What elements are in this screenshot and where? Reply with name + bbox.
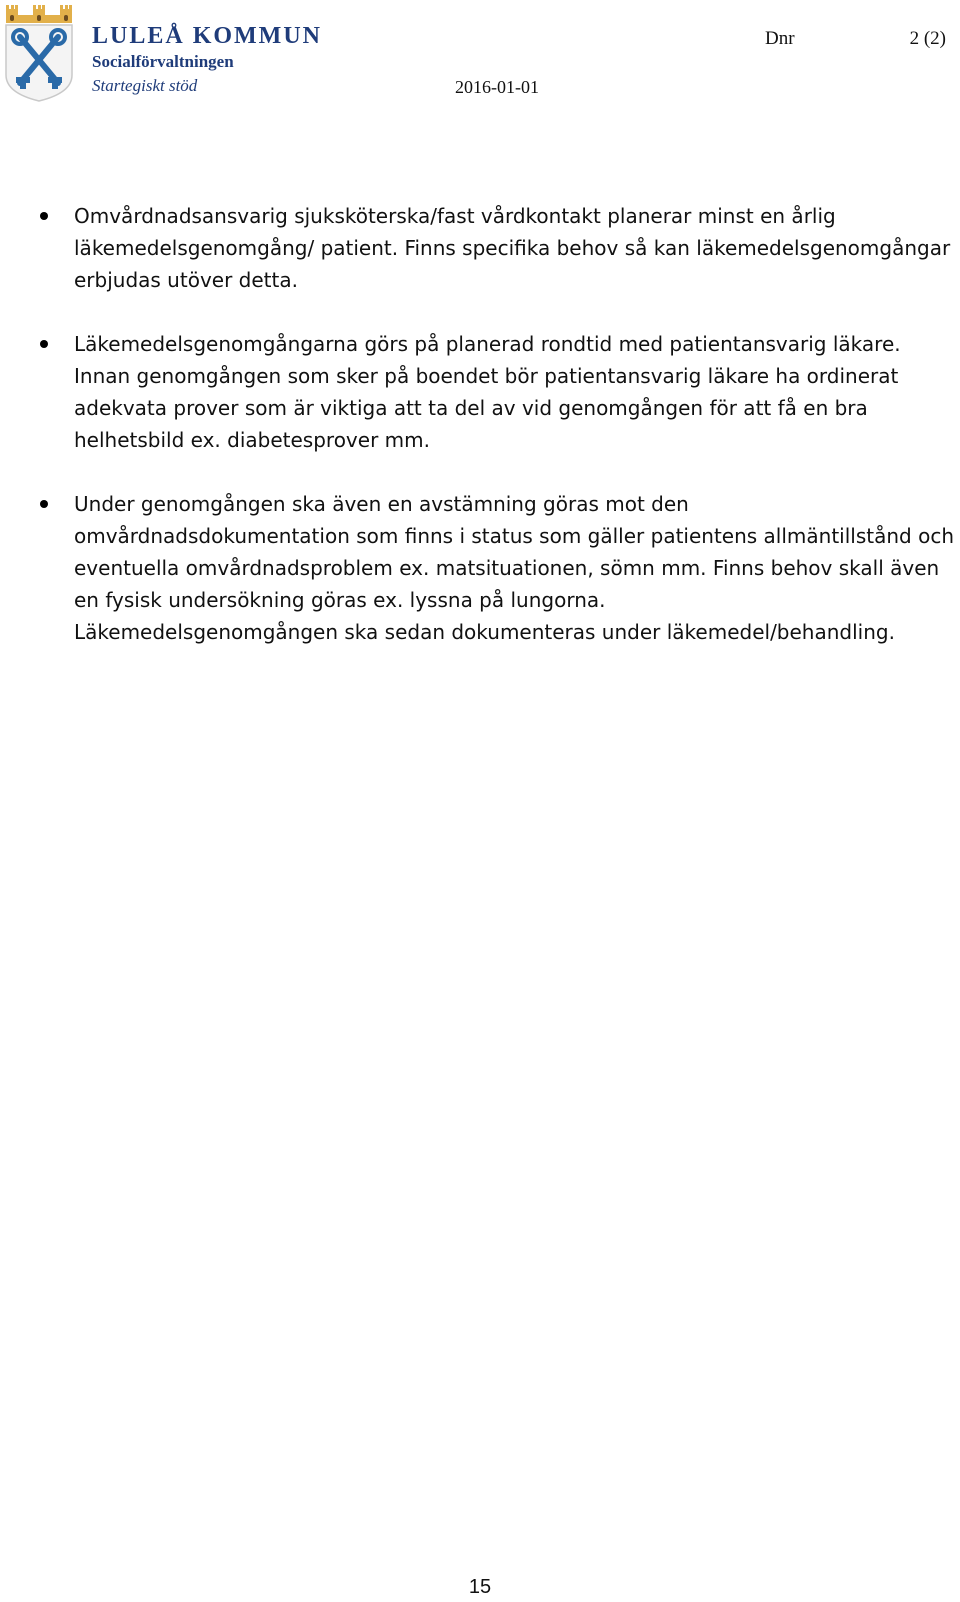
unit-name: Startegiskt stöd [92, 76, 198, 95]
department-name: Socialförvaltningen [92, 52, 234, 71]
organization-name: LULEÅ KOMMUN [92, 23, 322, 49]
document-body [30, 200, 960, 680]
bullet-icon [40, 340, 48, 348]
list-item [30, 200, 960, 296]
bullet-icon [40, 212, 48, 220]
paragraph: Omvårdnadsansvarig sjuksköterska/fast vårdkontakt planerar minst en årlig läkemedelsgenomgång/ patient. Finns specifika behov så kan läkemedelsgenomgångar erbjudas utöver detta. [74, 204, 951, 292]
paragraph: Under genomgången ska även en avstämning göras mot den omvårdnadsdokumentation som finns i status som gäller patientens allmäntillstånd och eventuella omvårdnadsproblem ex. matsituationen, sömn mm. Finns behov skall även en fysisk undersökning göras ex. lyssna på lungorna. [74, 492, 954, 612]
page-number: 15 [468, 1576, 492, 1598]
organization-block [92, 22, 322, 97]
dnr-label: Dnr [765, 28, 795, 49]
document-date: 2016-01-01 [455, 77, 539, 97]
list-item [30, 328, 960, 456]
page-indicator: 2 (2) [909, 28, 946, 49]
list-item [30, 488, 960, 648]
bullet-icon [40, 500, 48, 508]
paragraph: Läkemedelsgenomgången ska sedan dokumenteras under läkemedel/behandling. [74, 620, 895, 644]
lulea-coat-of-arms-icon [4, 3, 74, 103]
paragraph: Läkemedelsgenomgångarna görs på planerad rondtid med patientansvarig läkare. Innan genomgången som sker på boendet bör patientansvarig läkare ha ordinerat adekvata prover som är viktiga att ta del av vid genomgången för att få en bra helhetsbild ex. diabetesprover mm. [74, 332, 901, 452]
